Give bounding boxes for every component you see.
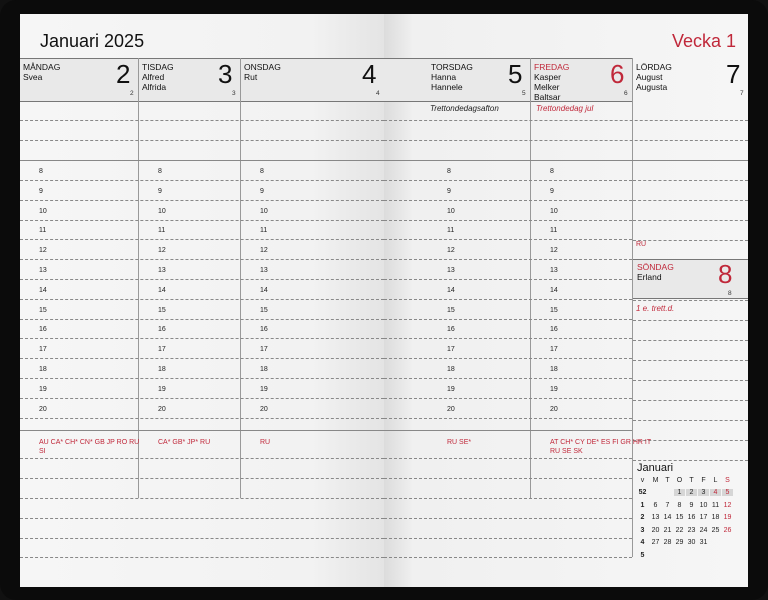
hour-label: 8	[447, 168, 451, 175]
hour-line	[20, 358, 384, 359]
mini-cal-header: O	[676, 477, 683, 484]
sunday-name: SÖNDAG	[637, 262, 674, 272]
hour-label: 16	[550, 326, 558, 334]
hour-line	[20, 378, 384, 379]
hour-label: 13	[39, 267, 47, 274]
mini-cal-day: 14	[663, 514, 672, 521]
hour-label: 13	[158, 267, 166, 274]
hour-line	[384, 279, 632, 280]
hour-label: 8	[158, 168, 162, 175]
name-day-tue: Alfred	[142, 72, 165, 82]
day-of-year-fri: 6	[624, 90, 628, 97]
mini-cal-day: 18	[711, 514, 720, 521]
day-of-year-tue: 3	[232, 90, 236, 97]
hour-label: 15	[447, 306, 455, 314]
holiday-codes-thu: RU SE*	[447, 439, 472, 446]
column-divider	[530, 58, 531, 498]
month-year-title: Januari 2025	[40, 31, 145, 51]
hour-line	[384, 338, 632, 339]
lower-line	[20, 518, 384, 519]
hour-label: 8	[39, 168, 43, 175]
sat-line	[633, 200, 748, 201]
hour-label: 20	[550, 405, 558, 413]
hour-line	[20, 279, 384, 280]
name-day-fri: Kasper	[534, 72, 561, 82]
date-number-fri: 6	[610, 59, 625, 89]
hour-label: 19	[158, 385, 166, 393]
mini-cal-day: 17	[699, 514, 708, 521]
sat-line	[633, 340, 748, 341]
sunday-date: 8	[718, 259, 733, 289]
hour-label: 17	[447, 346, 455, 354]
hour-label: 18	[447, 366, 455, 373]
hour-line	[384, 239, 632, 240]
holiday-codes-fri: RU SE SK	[550, 448, 583, 455]
mini-cal-day: 6	[653, 501, 658, 509]
mini-cal-day: 16	[687, 514, 696, 521]
hour-label: 15	[39, 306, 47, 314]
lower-line	[20, 458, 384, 459]
name-day-fri: Melker	[534, 82, 560, 92]
mini-cal-day: 5	[722, 489, 733, 496]
mini-cal-day: 3	[640, 526, 645, 534]
mini-cal-day: 1	[674, 489, 685, 496]
lower-line	[384, 538, 632, 539]
hour-label: 16	[447, 326, 455, 334]
lower-line	[384, 518, 632, 519]
hour-label: 15	[260, 306, 268, 314]
hour-label: 9	[260, 187, 264, 195]
lower-line	[20, 557, 384, 558]
line	[20, 160, 384, 161]
hour-line	[384, 378, 632, 379]
sat-line	[633, 460, 748, 461]
mini-cal-day: 1	[640, 501, 645, 509]
column-divider	[138, 58, 139, 498]
mini-cal-month: Januari	[637, 462, 674, 474]
mini-cal-header: M	[652, 477, 659, 484]
hour-label: 10	[39, 207, 47, 215]
hour-label: 19	[550, 385, 558, 393]
hour-line	[20, 180, 384, 181]
hour-label: 14	[447, 286, 455, 294]
holiday-codes-wed: RU	[260, 439, 271, 446]
column-divider	[240, 58, 241, 498]
holiday-codes-mon: AU CA* CH* CN* GB JP RO RU	[39, 439, 140, 446]
column-divider	[632, 58, 633, 557]
hour-label: 13	[447, 267, 455, 274]
hour-label: 17	[39, 346, 47, 354]
mini-cal-header: F	[701, 477, 706, 484]
lower-line	[384, 458, 632, 459]
mini-cal-header: S	[725, 477, 730, 484]
sunday-day-of-year: 8	[728, 290, 732, 297]
mini-cal-day: 4	[710, 489, 721, 496]
mini-cal-day: 2	[686, 489, 697, 496]
hour-label: 15	[550, 306, 558, 314]
mini-cal-day: 28	[663, 539, 672, 546]
hour-label: 17	[260, 346, 268, 354]
hour-label: 10	[158, 207, 166, 215]
hour-label: 15	[158, 306, 166, 314]
day-of-year-mon: 2	[130, 90, 134, 97]
day-name-thu: TORSDAG	[431, 62, 473, 72]
hour-label: 13	[260, 267, 268, 274]
hour-label: 20	[260, 405, 268, 413]
hour-line	[384, 418, 632, 419]
hour-label: 11	[158, 227, 166, 235]
mini-cal-day: 12	[723, 501, 732, 509]
name-day-sat: Augusta	[636, 82, 668, 92]
day-of-year-wed: 4	[376, 90, 380, 97]
sat-line	[633, 220, 748, 221]
hour-label: 14	[39, 286, 47, 294]
sat-line	[633, 240, 748, 241]
sat-line	[633, 180, 748, 181]
mini-cal-day: 23	[687, 526, 696, 534]
sat-line	[633, 300, 748, 301]
hour-label: 11	[550, 227, 558, 235]
day-name-wed: ONSDAG	[244, 62, 281, 72]
mini-cal-day: 8	[677, 501, 682, 509]
lower-line	[20, 498, 384, 499]
mini-cal-day: 27	[651, 539, 660, 546]
hour-label: 17	[550, 346, 558, 354]
sat-line	[633, 420, 748, 421]
left-page	[20, 14, 384, 587]
sat-line	[633, 320, 748, 321]
day-name-mon: MÅNDAG	[23, 62, 61, 72]
lower-line	[384, 557, 632, 558]
hour-line	[384, 299, 632, 300]
hour-line	[20, 239, 384, 240]
mini-cal-day: 24	[699, 526, 708, 534]
hour-line	[20, 220, 384, 221]
hour-label: 19	[260, 385, 268, 393]
hour-label: 14	[158, 286, 166, 294]
hour-label: 13	[550, 267, 558, 274]
day-name-fri: FREDAG	[534, 62, 570, 72]
week-title: Vecka 1	[672, 31, 737, 51]
mini-cal-day: 19	[723, 514, 732, 521]
name-day-mon: Svea	[23, 72, 43, 82]
hour-label: 19	[39, 385, 47, 393]
line	[384, 160, 748, 161]
hour-label: 20	[158, 405, 166, 413]
hour-label: 10	[447, 207, 455, 215]
hour-label: 9	[447, 187, 451, 195]
mini-cal-day: 7	[665, 501, 670, 509]
hour-label: 11	[447, 227, 455, 235]
mini-cal-header: T	[689, 477, 694, 484]
mini-cal-day: 20	[651, 526, 660, 534]
hour-label: 11	[260, 227, 268, 235]
hour-line	[384, 259, 632, 260]
hour-line	[20, 319, 384, 320]
lower-line	[20, 478, 384, 479]
hour-line	[20, 418, 384, 419]
mini-cal-day: 2	[640, 514, 645, 521]
hour-label: 11	[39, 227, 47, 235]
day-of-year-sat: 7	[740, 90, 744, 97]
mini-cal-day: 11	[711, 501, 720, 509]
date-number-mon: 2	[116, 59, 131, 89]
hour-label: 12	[447, 247, 455, 255]
mini-cal-day: 10	[699, 501, 708, 509]
day-name-tue: TISDAG	[142, 62, 174, 72]
hour-line	[384, 319, 632, 320]
hour-label: 14	[550, 286, 558, 294]
hour-label: 9	[550, 187, 554, 195]
date-number-wed: 4	[362, 59, 377, 89]
hour-label: 18	[39, 366, 47, 373]
holiday-line	[384, 430, 632, 431]
hour-line	[20, 398, 384, 399]
holiday-line	[20, 430, 384, 431]
mini-cal-day: 15	[675, 514, 684, 521]
hour-label: 10	[550, 207, 558, 215]
hour-line	[384, 358, 632, 359]
note-thu: Trettondedagsafton	[430, 104, 499, 113]
hour-label: 16	[158, 326, 166, 334]
right-page	[384, 14, 748, 587]
line	[384, 120, 748, 121]
sunday-name-day: Erland	[637, 272, 662, 282]
note-fri: Trettondedag jul	[536, 104, 594, 113]
mini-cal-day: 29	[675, 539, 684, 546]
hour-label: 14	[260, 286, 268, 294]
name-day-tue: Alfrida	[142, 82, 167, 92]
hour-label: 16	[39, 326, 47, 334]
hour-line	[20, 200, 384, 201]
mini-cal-header: L	[713, 477, 718, 484]
hour-line	[384, 220, 632, 221]
hour-label: 17	[158, 346, 166, 354]
hour-label: 12	[260, 247, 268, 255]
mini-cal-day: 9	[689, 501, 694, 509]
hour-line	[20, 338, 384, 339]
lower-line	[384, 498, 632, 499]
hour-label: 19	[447, 385, 455, 393]
name-day-thu: Hannele	[431, 82, 463, 92]
hour-label: 9	[158, 187, 162, 195]
date-number-sat: 7	[726, 59, 741, 89]
hour-label: 8	[260, 168, 264, 175]
line	[20, 120, 384, 121]
lower-line	[384, 478, 632, 479]
mini-cal-day: 52	[638, 489, 647, 496]
line	[20, 140, 384, 141]
hour-label: 9	[39, 187, 43, 195]
hour-label: 12	[550, 247, 558, 255]
hour-label: 12	[39, 247, 47, 255]
hour-label: 8	[550, 168, 554, 175]
name-day-wed: Rut	[244, 72, 258, 82]
mini-cal-day: 30	[687, 539, 696, 546]
hour-label: 18	[550, 366, 558, 373]
mini-cal-header: v	[640, 477, 645, 484]
lower-line	[20, 538, 384, 539]
mini-cal-day: 5	[640, 551, 645, 559]
hour-label: 12	[158, 247, 166, 255]
day-name-sat: LÖRDAG	[636, 62, 672, 72]
left-day-header	[20, 58, 384, 102]
hour-line	[20, 299, 384, 300]
mini-cal-day: 3	[698, 489, 709, 496]
name-day-sat: August	[636, 72, 663, 82]
mini-cal-day: 4	[640, 539, 645, 546]
hour-label: 10	[260, 207, 268, 215]
sat-line	[633, 380, 748, 381]
holiday-codes-mon: SI	[39, 448, 46, 455]
mini-cal-header: T	[665, 477, 670, 484]
sat-line	[633, 400, 748, 401]
mini-cal-day: 26	[723, 526, 732, 534]
hour-line	[20, 259, 384, 260]
holiday-codes-tue: CA* GB* JP* RU	[158, 439, 211, 446]
hour-line	[384, 180, 632, 181]
saturday-holiday: RU	[636, 241, 647, 248]
date-number-tue: 3	[218, 59, 233, 89]
hour-label: 20	[39, 405, 47, 413]
hour-line	[384, 200, 632, 201]
name-day-thu: Hanna	[431, 72, 457, 82]
line	[384, 140, 748, 141]
mini-cal-day: 31	[699, 539, 708, 546]
hour-label: 18	[158, 366, 166, 373]
mini-cal-day: 25	[711, 526, 720, 534]
name-day-fri: Baltsar	[534, 92, 561, 102]
sunday-note: 1 e. trett.d.	[636, 304, 675, 313]
mini-cal-day: 21	[663, 526, 672, 534]
day-of-year-thu: 5	[522, 90, 526, 97]
hour-line	[384, 398, 632, 399]
sat-line	[633, 360, 748, 361]
date-number-thu: 5	[508, 59, 523, 89]
holiday-codes-fri: AT CH* CY DE* ES FI GR HR IT	[550, 439, 652, 446]
hour-label: 20	[447, 405, 455, 413]
mini-cal-day: 13	[651, 514, 660, 521]
hour-label: 16	[260, 326, 268, 334]
mini-cal-day: 22	[675, 526, 684, 534]
hour-label: 18	[260, 366, 268, 373]
